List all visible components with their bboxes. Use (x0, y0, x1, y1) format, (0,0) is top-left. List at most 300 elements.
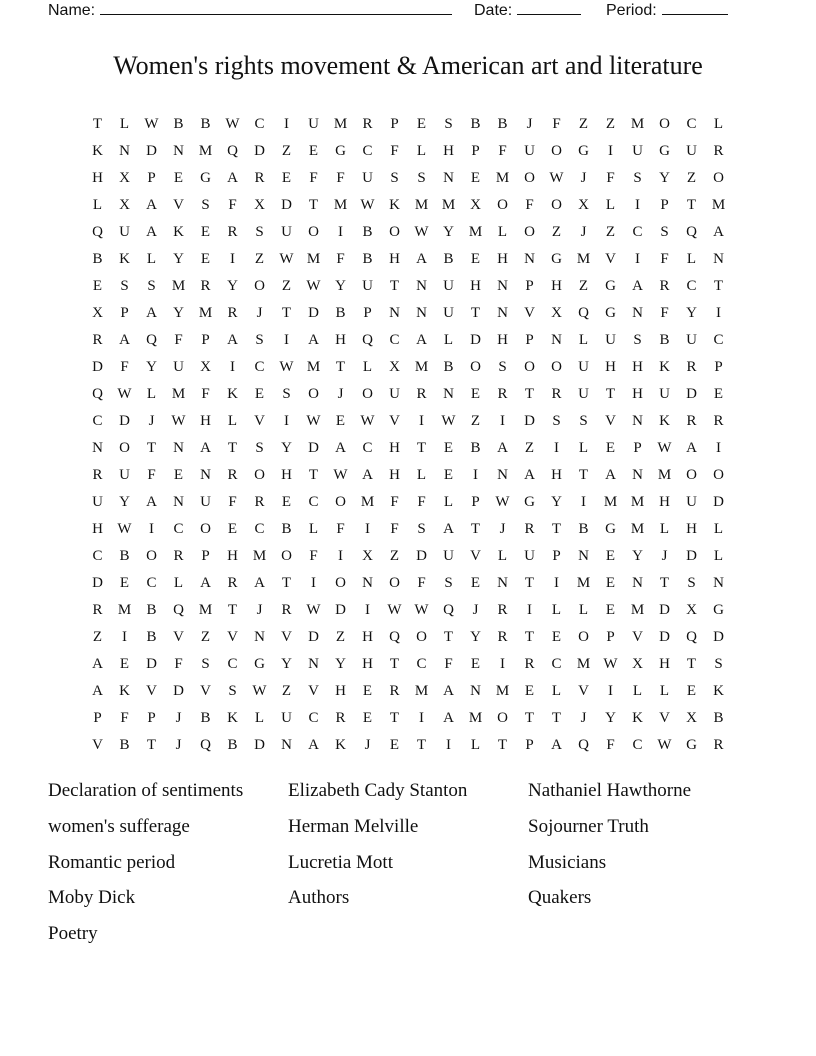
grid-letter[interactable]: E (362, 710, 373, 726)
grid-letter[interactable]: J (580, 710, 587, 726)
grid-letter[interactable]: D (254, 737, 265, 753)
grid-letter[interactable]: B (443, 359, 454, 375)
grid-letter[interactable]: R (713, 737, 724, 753)
grid-letter[interactable]: J (175, 737, 182, 753)
grid-letter[interactable]: K (119, 251, 130, 267)
grid-letter[interactable]: M (414, 197, 429, 213)
grid-letter[interactable]: M (468, 224, 483, 240)
grid-letter[interactable]: A (416, 251, 427, 267)
grid-letter[interactable]: M (630, 116, 645, 132)
grid-letter[interactable]: Z (389, 548, 400, 564)
grid-letter[interactable]: S (417, 521, 426, 537)
grid-letter[interactable]: N (173, 143, 184, 159)
grid-letter[interactable]: R (686, 359, 697, 375)
grid-letter[interactable]: Z (281, 143, 292, 159)
grid-letter[interactable]: E (524, 683, 535, 699)
grid-letter[interactable]: H (551, 467, 562, 483)
grid-letter[interactable]: S (444, 116, 453, 132)
grid-letter[interactable]: Z (686, 170, 697, 186)
grid-letter[interactable]: W (306, 413, 321, 429)
grid-letter[interactable]: S (444, 575, 453, 591)
grid-letter[interactable]: Y (281, 656, 292, 672)
grid-letter[interactable]: O (254, 467, 265, 483)
grid-letter[interactable]: A (605, 467, 616, 483)
grid-letter[interactable]: L (713, 521, 724, 537)
grid-letter[interactable]: D (146, 656, 157, 672)
grid-letter[interactable]: C (254, 521, 265, 537)
grid-letter[interactable]: F (201, 386, 210, 402)
grid-letter[interactable]: J (661, 548, 668, 564)
grid-letter[interactable]: O (281, 548, 292, 564)
grid-letter[interactable]: R (200, 278, 211, 294)
grid-letter[interactable]: A (227, 332, 238, 348)
grid-letter[interactable]: F (120, 710, 129, 726)
grid-letter[interactable]: P (120, 305, 129, 321)
grid-letter[interactable]: X (551, 305, 562, 321)
grid-letter[interactable]: R (173, 548, 184, 564)
grid-letter[interactable]: M (333, 116, 348, 132)
grid-letter[interactable]: X (362, 548, 373, 564)
grid-letter[interactable]: R (497, 386, 508, 402)
grid-letter[interactable]: O (551, 143, 562, 159)
grid-letter[interactable]: G (335, 143, 346, 159)
grid-letter[interactable]: I (500, 413, 505, 429)
grid-letter[interactable]: P (147, 710, 156, 726)
grid-letter[interactable]: W (657, 440, 672, 456)
grid-letter[interactable]: B (713, 710, 724, 726)
name-field[interactable] (48, 0, 452, 20)
grid-letter[interactable]: O (686, 467, 697, 483)
grid-letter[interactable]: N (416, 278, 427, 294)
grid-letter[interactable]: V (605, 251, 616, 267)
grid-letter[interactable]: P (525, 737, 534, 753)
grid-letter[interactable]: E (470, 251, 481, 267)
grid-letter[interactable]: L (146, 251, 157, 267)
grid-letter[interactable]: O (308, 224, 319, 240)
grid-letter[interactable]: E (389, 737, 400, 753)
grid-letter[interactable]: G (551, 251, 562, 267)
grid-letter[interactable]: L (308, 521, 319, 537)
grid-letter[interactable]: Z (605, 224, 616, 240)
grid-letter[interactable]: H (281, 467, 292, 483)
grid-letter[interactable]: T (524, 386, 535, 402)
grid-letter[interactable]: T (524, 575, 535, 591)
grid-letter[interactable]: A (443, 710, 454, 726)
grid-letter[interactable]: D (470, 332, 481, 348)
date-field[interactable] (474, 0, 581, 20)
grid-letter[interactable]: Z (335, 629, 346, 645)
grid-letter[interactable]: F (660, 305, 669, 321)
grid-letter[interactable]: M (306, 251, 321, 267)
grid-letter[interactable]: U (443, 548, 454, 564)
grid-letter[interactable]: P (714, 359, 723, 375)
grid-letter[interactable]: K (389, 197, 400, 213)
grid-letter[interactable]: K (92, 143, 103, 159)
grid-letter[interactable]: J (148, 413, 155, 429)
grid-letter[interactable]: R (659, 278, 670, 294)
grid-letter[interactable]: L (497, 224, 508, 240)
grid-letter[interactable]: C (551, 656, 562, 672)
grid-letter[interactable]: F (336, 251, 345, 267)
grid-letter[interactable]: H (200, 413, 211, 429)
grid-letter[interactable]: U (443, 305, 454, 321)
grid-letter[interactable]: N (470, 683, 481, 699)
grid-letter[interactable]: F (552, 116, 561, 132)
grid-letter[interactable]: E (173, 467, 184, 483)
grid-letter[interactable]: A (713, 224, 724, 240)
grid-letter[interactable]: L (119, 116, 130, 132)
date-blank[interactable] (517, 0, 581, 15)
grid-letter[interactable]: I (419, 710, 424, 726)
grid-letter[interactable]: W (414, 602, 429, 618)
grid-letter[interactable]: E (308, 143, 319, 159)
grid-letter[interactable]: M (576, 251, 591, 267)
grid-letter[interactable]: E (470, 386, 481, 402)
grid-letter[interactable]: K (659, 413, 670, 429)
grid-letter[interactable]: J (175, 710, 182, 726)
grid-letter[interactable]: U (524, 143, 535, 159)
grid-letter[interactable]: X (470, 197, 481, 213)
grid-letter[interactable]: P (471, 143, 480, 159)
grid-letter[interactable]: A (146, 305, 157, 321)
grid-letter[interactable]: H (335, 332, 346, 348)
grid-letter[interactable]: T (281, 305, 292, 321)
grid-letter[interactable]: C (686, 278, 697, 294)
grid-letter[interactable]: N (443, 170, 454, 186)
grid-letter[interactable]: U (281, 710, 292, 726)
grid-letter[interactable]: M (711, 197, 726, 213)
grid-letter[interactable]: M (198, 602, 213, 618)
grid-letter[interactable]: M (576, 656, 591, 672)
grid-letter[interactable]: D (659, 629, 670, 645)
grid-letter[interactable]: G (524, 494, 535, 510)
grid-letter[interactable]: E (605, 602, 616, 618)
grid-letter[interactable]: G (713, 602, 724, 618)
grid-letter[interactable]: N (632, 305, 643, 321)
grid-letter[interactable]: I (311, 575, 316, 591)
grid-letter[interactable]: G (200, 170, 211, 186)
grid-letter[interactable]: B (92, 251, 103, 267)
grid-letter[interactable]: D (524, 413, 535, 429)
grid-letter[interactable]: N (200, 467, 211, 483)
grid-letter[interactable]: C (254, 116, 265, 132)
grid-letter[interactable]: O (524, 224, 535, 240)
grid-letter[interactable]: S (552, 413, 561, 429)
grid-letter[interactable]: Q (686, 224, 697, 240)
grid-letter[interactable]: O (470, 359, 481, 375)
grid-letter[interactable]: O (308, 386, 319, 402)
grid-letter[interactable]: O (551, 359, 562, 375)
grid-letter[interactable]: H (389, 467, 400, 483)
grid-letter[interactable]: E (254, 386, 265, 402)
grid-letter[interactable]: W (333, 467, 348, 483)
grid-letter[interactable]: D (308, 305, 319, 321)
grid-letter[interactable]: Z (281, 683, 292, 699)
grid-letter[interactable]: E (200, 251, 211, 267)
grid-letter[interactable]: W (441, 413, 456, 429)
grid-letter[interactable]: I (608, 683, 613, 699)
grid-letter[interactable]: C (416, 656, 427, 672)
grid-letter[interactable]: A (686, 440, 697, 456)
grid-letter[interactable]: W (495, 494, 510, 510)
grid-letter[interactable]: F (606, 737, 615, 753)
grid-letter[interactable]: U (389, 386, 400, 402)
grid-letter[interactable]: C (389, 332, 400, 348)
grid-letter[interactable]: K (713, 683, 724, 699)
grid-letter[interactable]: Z (200, 629, 211, 645)
grid-letter[interactable]: O (254, 278, 265, 294)
grid-letter[interactable]: Z (254, 251, 265, 267)
grid-letter[interactable]: B (200, 710, 211, 726)
grid-letter[interactable]: A (254, 575, 265, 591)
grid-letter[interactable]: S (633, 170, 642, 186)
grid-letter[interactable]: H (497, 332, 508, 348)
grid-letter[interactable]: W (171, 413, 186, 429)
grid-letter[interactable]: G (686, 737, 697, 753)
grid-letter[interactable]: L (362, 359, 373, 375)
grid-letter[interactable]: C (713, 332, 724, 348)
grid-letter[interactable]: M (171, 386, 186, 402)
grid-letter[interactable]: F (309, 170, 318, 186)
grid-letter[interactable]: M (603, 494, 618, 510)
grid-letter[interactable]: F (417, 494, 426, 510)
grid-letter[interactable]: R (713, 413, 724, 429)
grid-letter[interactable]: S (714, 656, 723, 672)
grid-letter[interactable]: P (390, 116, 399, 132)
grid-letter[interactable]: C (92, 548, 103, 564)
grid-letter[interactable]: V (659, 710, 670, 726)
grid-letter[interactable]: E (362, 683, 373, 699)
grid-letter[interactable]: I (716, 305, 721, 321)
grid-letter[interactable]: N (524, 251, 535, 267)
grid-letter[interactable]: Z (578, 278, 589, 294)
grid-letter[interactable]: I (608, 143, 613, 159)
grid-letter[interactable]: O (659, 116, 670, 132)
grid-letter[interactable]: N (281, 737, 292, 753)
grid-letter[interactable]: K (659, 359, 670, 375)
grid-letter[interactable]: K (227, 710, 238, 726)
grid-letter[interactable]: L (443, 332, 454, 348)
grid-letter[interactable]: F (444, 656, 453, 672)
grid-letter[interactable]: J (499, 521, 506, 537)
grid-letter[interactable]: H (659, 494, 670, 510)
grid-letter[interactable]: M (306, 359, 321, 375)
grid-letter[interactable]: W (225, 116, 240, 132)
grid-letter[interactable]: O (497, 197, 508, 213)
grid-letter[interactable]: F (228, 494, 237, 510)
grid-letter[interactable]: R (497, 629, 508, 645)
grid-letter[interactable]: U (308, 116, 319, 132)
grid-letter[interactable]: M (117, 602, 132, 618)
grid-letter[interactable]: W (117, 386, 132, 402)
grid-letter[interactable]: T (389, 710, 400, 726)
grid-letter[interactable]: D (335, 602, 346, 618)
grid-letter[interactable]: F (525, 197, 534, 213)
grid-letter[interactable]: W (657, 737, 672, 753)
grid-letter[interactable]: S (633, 332, 642, 348)
grid-letter[interactable]: R (281, 602, 292, 618)
grid-letter[interactable]: D (686, 386, 697, 402)
grid-letter[interactable]: A (119, 332, 130, 348)
grid-letter[interactable]: F (390, 494, 399, 510)
grid-letter[interactable]: O (713, 467, 724, 483)
grid-letter[interactable]: H (470, 278, 481, 294)
grid-letter[interactable]: T (551, 710, 562, 726)
grid-letter[interactable]: S (201, 197, 210, 213)
grid-letter[interactable]: L (578, 440, 589, 456)
grid-letter[interactable]: U (578, 359, 589, 375)
grid-letter[interactable]: V (200, 683, 211, 699)
grid-letter[interactable]: U (686, 494, 697, 510)
grid-letter[interactable]: R (389, 683, 400, 699)
grid-letter[interactable]: J (256, 305, 263, 321)
grid-letter[interactable]: C (92, 413, 103, 429)
grid-letter[interactable]: F (498, 143, 507, 159)
grid-letter[interactable]: Y (632, 548, 643, 564)
grid-letter[interactable]: L (659, 683, 670, 699)
grid-letter[interactable]: M (630, 602, 645, 618)
grid-letter[interactable]: U (659, 386, 670, 402)
grid-letter[interactable]: J (580, 224, 587, 240)
grid-letter[interactable]: I (365, 602, 370, 618)
grid-letter[interactable]: O (200, 521, 211, 537)
grid-letter[interactable]: E (713, 386, 724, 402)
grid-letter[interactable]: Y (659, 170, 670, 186)
grid-letter[interactable]: Q (578, 737, 589, 753)
grid-letter[interactable]: C (146, 575, 157, 591)
grid-letter[interactable]: H (362, 629, 373, 645)
grid-letter[interactable]: L (578, 602, 589, 618)
grid-letter[interactable]: L (713, 116, 724, 132)
grid-letter[interactable]: V (146, 683, 157, 699)
grid-letter[interactable]: B (470, 440, 481, 456)
grid-letter[interactable]: L (173, 575, 184, 591)
grid-letter[interactable]: X (632, 656, 643, 672)
grid-letter[interactable]: Q (92, 224, 103, 240)
grid-letter[interactable]: G (578, 143, 589, 159)
grid-letter[interactable]: S (255, 440, 264, 456)
grid-letter[interactable]: M (576, 575, 591, 591)
grid-letter[interactable]: B (281, 521, 292, 537)
grid-letter[interactable]: N (443, 386, 454, 402)
grid-letter[interactable]: A (308, 737, 319, 753)
grid-letter[interactable]: Z (524, 440, 535, 456)
grid-letter[interactable]: A (443, 683, 454, 699)
grid-letter[interactable]: Z (281, 278, 292, 294)
grid-letter[interactable]: P (363, 305, 372, 321)
grid-letter[interactable]: D (92, 359, 103, 375)
grid-letter[interactable]: V (578, 683, 589, 699)
grid-letter[interactable]: E (335, 413, 346, 429)
grid-letter[interactable]: O (362, 386, 373, 402)
grid-letter[interactable]: N (632, 467, 643, 483)
grid-letter[interactable]: W (387, 602, 402, 618)
grid-letter[interactable]: U (362, 170, 373, 186)
grid-letter[interactable]: W (414, 224, 429, 240)
grid-letter[interactable]: I (149, 521, 154, 537)
grid-letter[interactable]: A (146, 224, 157, 240)
grid-letter[interactable]: I (284, 116, 289, 132)
grid-letter[interactable]: H (497, 251, 508, 267)
grid-letter[interactable]: H (632, 359, 643, 375)
grid-letter[interactable]: U (605, 332, 616, 348)
grid-letter[interactable]: M (441, 197, 456, 213)
grid-letter[interactable]: M (468, 710, 483, 726)
grid-letter[interactable]: B (146, 629, 157, 645)
grid-letter[interactable]: R (686, 413, 697, 429)
grid-letter[interactable]: H (92, 521, 103, 537)
grid-letter[interactable]: I (473, 467, 478, 483)
grid-letter[interactable]: R (92, 467, 103, 483)
grid-letter[interactable]: I (284, 332, 289, 348)
grid-letter[interactable]: G (659, 143, 670, 159)
grid-letter[interactable]: T (227, 440, 238, 456)
grid-letter[interactable]: T (281, 575, 292, 591)
grid-letter[interactable]: T (335, 359, 346, 375)
grid-letter[interactable]: A (524, 467, 535, 483)
grid-letter[interactable]: O (524, 170, 535, 186)
grid-letter[interactable]: B (470, 116, 481, 132)
grid-letter[interactable]: U (578, 386, 589, 402)
grid-letter[interactable]: M (495, 170, 510, 186)
grid-letter[interactable]: R (335, 710, 346, 726)
grid-letter[interactable]: P (525, 278, 534, 294)
grid-letter[interactable]: E (470, 170, 481, 186)
grid-letter[interactable]: W (360, 413, 375, 429)
grid-letter[interactable]: L (686, 251, 697, 267)
grid-letter[interactable]: S (390, 170, 399, 186)
grid-letter[interactable]: H (551, 278, 562, 294)
grid-letter[interactable]: B (200, 116, 211, 132)
grid-letter[interactable]: O (119, 440, 130, 456)
grid-letter[interactable]: Q (362, 332, 373, 348)
period-blank[interactable] (662, 0, 728, 15)
grid-letter[interactable]: B (362, 251, 373, 267)
grid-letter[interactable]: O (524, 359, 535, 375)
grid-letter[interactable]: X (92, 305, 103, 321)
grid-letter[interactable]: C (173, 521, 184, 537)
grid-letter[interactable]: W (306, 278, 321, 294)
period-field[interactable] (606, 0, 728, 20)
grid-letter[interactable]: U (362, 278, 373, 294)
grid-letter[interactable]: S (579, 413, 588, 429)
grid-letter[interactable]: W (603, 656, 618, 672)
grid-letter[interactable]: H (443, 143, 454, 159)
grid-letter[interactable]: H (227, 548, 238, 564)
grid-letter[interactable]: O (335, 575, 346, 591)
grid-letter[interactable]: J (256, 602, 263, 618)
grid-letter[interactable]: V (308, 683, 319, 699)
grid-letter[interactable]: R (227, 305, 238, 321)
grid-letter[interactable]: B (578, 521, 589, 537)
grid-letter[interactable]: Q (92, 386, 103, 402)
grid-letter[interactable]: C (254, 359, 265, 375)
grid-letter[interactable]: T (524, 629, 535, 645)
grid-letter[interactable]: B (659, 332, 670, 348)
grid-letter[interactable]: A (227, 170, 238, 186)
grid-letter[interactable]: U (173, 359, 184, 375)
grid-letter[interactable]: T (713, 278, 724, 294)
grid-letter[interactable]: T (605, 386, 616, 402)
grid-letter[interactable]: E (443, 440, 454, 456)
grid-letter[interactable]: I (365, 521, 370, 537)
grid-letter[interactable]: P (201, 332, 210, 348)
grid-letter[interactable]: R (713, 143, 724, 159)
grid-letter[interactable]: L (632, 683, 643, 699)
grid-letter[interactable]: K (632, 710, 643, 726)
grid-letter[interactable]: V (254, 413, 265, 429)
grid-letter[interactable]: V (470, 548, 481, 564)
